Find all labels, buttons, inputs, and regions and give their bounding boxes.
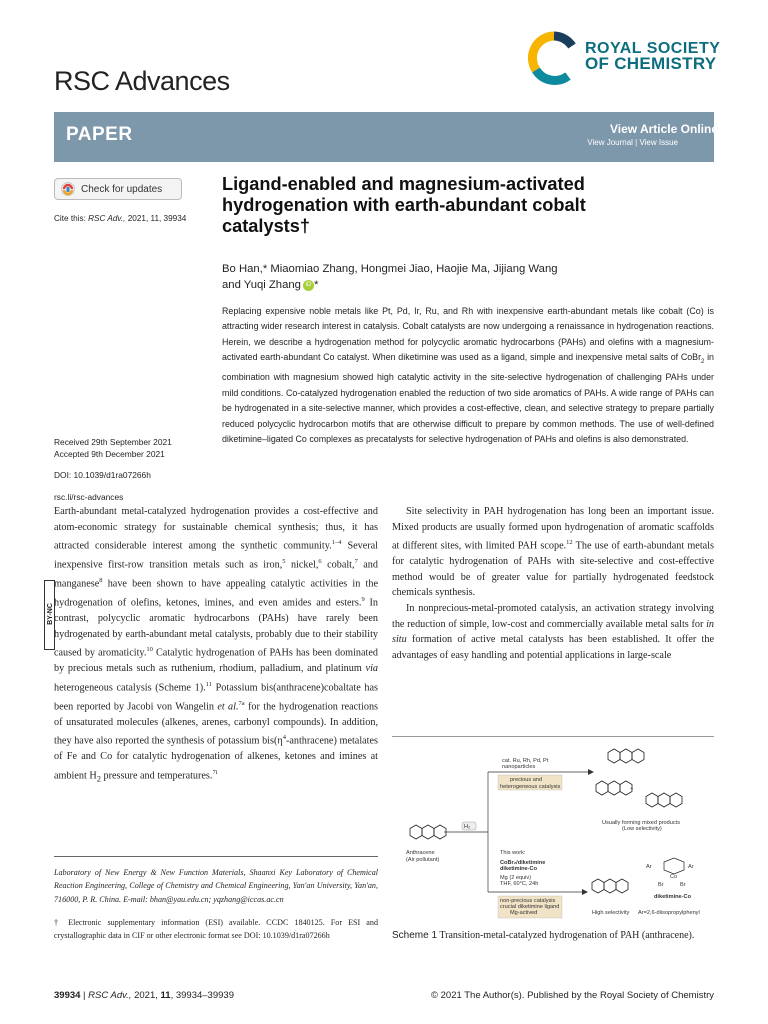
check-for-updates-button[interactable]: [54, 178, 182, 200]
publisher-line1: ROYAL SOCIETY: [585, 40, 721, 57]
diketimine-co-structure: [646, 858, 694, 888]
reference[interactable]: 1–4: [331, 539, 342, 547]
top-condition-1: cat. Ru, Rh, Pd, Pt: [502, 758, 549, 764]
top-condition-2: nanoparticles: [502, 764, 536, 770]
accepted-date: Accepted 9th December 2021: [54, 449, 165, 459]
orcid-icon[interactable]: iD: [303, 280, 314, 291]
updates-icon: [61, 182, 75, 196]
scheme-divider: [392, 736, 714, 737]
svg-text:Ar: Ar: [688, 864, 694, 870]
esi-footnote: † Electronic supplementary information (ESI) available. CCDC 1840125. For ESI and crystallographic data in CIF or other electronic format see DOI: 10.1039/d1ra07266h: [54, 918, 378, 941]
product-octahydro: [646, 793, 682, 807]
reference[interactable]: 7: [354, 558, 358, 566]
scheme-caption-text: Transition-metal-catalyzed hydrogenation of PAH (anthracene).: [437, 930, 695, 941]
reference[interactable]: 11: [205, 680, 212, 688]
abstract-subscript: 2: [701, 359, 705, 365]
publisher-logo-text: [585, 41, 720, 71]
box2-line1: non-precious catalysis: [500, 898, 556, 904]
body-column-left: [54, 504, 378, 787]
mixed-products-label: Usually forming mixed products: [602, 820, 681, 826]
scheme-caption: [392, 928, 714, 943]
top-box-line2: heterogeneous catalysis: [500, 784, 561, 790]
view-article-online-link[interactable]: View Article Online: [609, 122, 718, 136]
product-dihydro: [596, 781, 632, 795]
doi[interactable]: DOI: 10.1039/d1ra07266h: [54, 470, 151, 480]
anthracene-sublabel: (Air pollutant): [406, 857, 440, 863]
reference[interactable]: 7a: [238, 699, 245, 707]
reference[interactable]: 5: [282, 558, 286, 566]
paragraph: Earth-abundant metal-catalyzed hydrogenation provides a cost-effective and atom-economic strategy for sustainable chemical synthesis; thus, it has attracted considerable interest among the synthetic community.$^{1-4}$ Several inexpensive first-row transition metals such as iron,$^5$ nickel,$^6$ cobalt,$^7$ and manganese$^8$ have been shown to have appealing catalytic activities in the hydrogenation of olefins, ketones, imines, and even amides and esters.$^9$ In contrast, polycyclic aromatic hydrocarbons (PAHs) have rarely been hydrogenated by earth-abundant metal catalysts, probably due to their stability caused by aromaticity.$^{10}$ Catalytic hydrogenation of PAHs has been dominated by precious metals such as ruthenium, rhodium, palladium, and platinum via heterogeneous catalysis (Scheme 1).$^{11}$ Potassium bis(anthracene)cobaltate has been reported by Jacobi von Wangelin et al.$^{7a}$ for the hydrogenation reactions of unsaturated molecules (alkenes, arenes, carbonyl compounds). In addition, they have also reported the synthesis of potassium $bis(\eta^4-anthracene)$ metalates of Fe and Co for catalytic hydrogenation of alkenes, ketones and imines at ambient $H_2$ pressure and temperatures.$^{7i}$: [54, 506, 379, 784]
rsc-logo-icon: [528, 30, 580, 86]
box2-line2: crucial diketimine ligand: [500, 904, 560, 910]
anthracene-structure: [410, 825, 446, 839]
top-box-line1: precious and: [510, 777, 543, 783]
journal-name: RSC Advances: [54, 66, 230, 96]
authors: [222, 261, 682, 293]
authors-line1: Bo Han,* Miaomiao Zhang, Hongmei Jiao, Haojie Ma, Jijiang Wang: [222, 263, 558, 275]
product-tetrahydro: [608, 749, 644, 763]
publisher-line2: OF CHEMISTRY: [585, 54, 717, 73]
abstract-part2: in combination with magnesium showed high catalytic activity in the site-selective hydrogenation of challenging PAHs under mild conditions. Co-catalyzed hydrogenation enabled the reduction of two side aromatics of PAHs. A wide range of PAHs can be hydrogenated in a site-selective manner, which provides a cost-effective, clean, and selective strategy to prepare partially reduced polycyclic hydrocarbon motifs that are otherwise difficult to prepare by common methods. The use of well-defined diketimine–ligated Co complexes as precatalysts for selective hydrogenation of PAHs and olefins is also demonstrated.: [222, 352, 714, 445]
svg-text:Ar: Ar: [646, 864, 652, 870]
scheme-caption-label: Scheme 1: [392, 930, 438, 941]
box2-line3: Mg-actived: [510, 910, 538, 916]
corresponding-star: *: [313, 279, 319, 291]
cite-journal: RSC Adv.,: [88, 214, 126, 223]
plus-sign: +: [630, 786, 634, 792]
product-selective: [592, 879, 628, 893]
anthracene-label: Anthracene: [406, 850, 435, 856]
svg-text:Br: Br: [680, 882, 686, 888]
footnote-divider: [54, 856, 378, 857]
this-work-label: This work:: [500, 850, 526, 856]
catalyst-line2: diketimine-Co: [500, 866, 537, 872]
journal-link[interactable]: rsc.li/rsc-advances: [54, 492, 124, 502]
authors-line2: [222, 277, 682, 293]
h2-label: H₂: [464, 824, 471, 830]
abstract-part1: Replacing expensive noble metals like Pt, Pd, Ir, Ru, and Rh with inexpensive earth-abundant metals like cobalt (Co) is attracting wider research interest in catalysis. Cobalt catalysts are now undergoing a renaissance in hydrogenation reactions. Herein, we describe a hydrogenation method for polycyclic aromatic hydrocarbons (PAHs) and olefins with a magnesium-activated earth-abundant Co catalyst. When diketimine was used as a ligand, simple and inexpensive metal salts of CoBr: [222, 306, 714, 363]
citation: [54, 214, 186, 223]
condition-mg: Mg (2 equiv): [500, 875, 532, 881]
reference[interactable]: 12: [566, 539, 573, 547]
page-number: 39934: [54, 990, 81, 1001]
footer-citation: 39934 | RSC Adv., 2021, 11, 39934–39939: [54, 990, 234, 1001]
body-column-right: [392, 504, 714, 663]
abstract: [222, 304, 714, 447]
reference[interactable]: 9: [361, 596, 365, 604]
cite-details: 2021, 11, 39934: [127, 214, 187, 223]
paragraph: Site selectivity in PAH hydrogenation has long been an important issue. Mixed products are usually formed upon hydrogenation of aromatic scaffolds at different sites, with limited PAH scope.$^{12}$ The use of earth-abundant metals for catalytic hydrogenation of PAHs with site-selective and cost-effective method would be of greater value for partially hydrogenated feedstock chemicals synthesis.: [392, 506, 714, 599]
cite-prefix: Cite this:: [54, 214, 86, 223]
svg-text:Co: Co: [670, 874, 678, 880]
catalyst-line1: CoBr₂/diketimine: [500, 860, 546, 866]
low-selectivity-label: (Low selectivity): [622, 826, 662, 832]
ligand-definition: Ar=2,6-diisopropylphenyl: [638, 910, 700, 916]
view-journal-issue-links[interactable]: View Journal | View Issue: [587, 138, 678, 147]
article-type-bar: [54, 112, 714, 162]
reference[interactable]: 10: [146, 646, 153, 654]
article-dates: [54, 436, 172, 460]
license-text: BY-NC: [47, 603, 54, 625]
high-selectivity-label: High selectivity: [592, 910, 630, 916]
reference[interactable]: 8: [99, 577, 103, 585]
condition-thf: THF, 60°C, 24h: [500, 881, 539, 887]
footer-copyright: © 2021 The Author(s). Published by the Royal Society of Chemistry: [431, 990, 714, 1001]
reference[interactable]: 7i: [212, 769, 218, 777]
article-title: Ligand-enabled and magnesium-activated hydrogenation with earth-abundant cobalt catalysts†: [222, 174, 586, 236]
article-type-label: PAPER: [66, 124, 133, 145]
paragraph: In nonprecious-metal-promoted catalysis, an activation strategy involving the reduction of simple, low-cost and commercially available metal salts for in situ formation of active metal catalysts has been established. It offer the advantages of easy handling and potential applications in large-scale: [392, 602, 714, 661]
affiliation-footnote: Laboratory of New Energy & New Function Materials, Shaanxi Key Laboratory of Chemical Reaction Engineering, College of Chemistry and Chemical Engineering, Yan'an University, Yan'an, 716000, P. R. China. E-mail: bhan@yau.edu.cn; yqzhang@iccas.ac.cn: [54, 868, 378, 904]
authors-line2-text: and Yuqi Zhang: [222, 279, 301, 291]
scheme-1-diagram: [392, 742, 714, 920]
reference[interactable]: 6: [318, 558, 322, 566]
svg-text:Br: Br: [658, 882, 664, 888]
ligand-name: diketimine-Co: [654, 894, 691, 900]
received-date: Received 29th September 2021: [54, 437, 172, 447]
check-for-updates-label: Check for updates: [81, 183, 163, 195]
